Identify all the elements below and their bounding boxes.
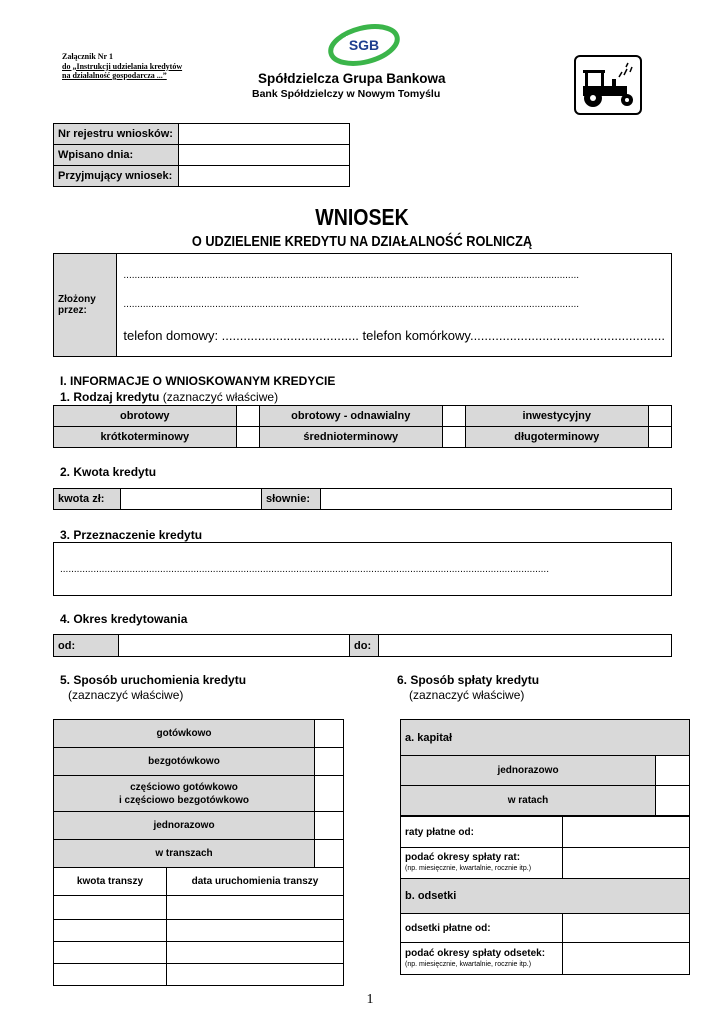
- repay-once: jednorazowo: [401, 756, 656, 786]
- type-revolving: obrotowy - odnawialny: [259, 406, 442, 427]
- installment-periods-cell: [401, 848, 563, 879]
- annex-line-3: na działalność gospodarcza ...”: [62, 71, 167, 80]
- checkbox-repay-once[interactable]: [656, 756, 690, 786]
- annex-line-2: do „Instrukcji udzielania kredytów: [62, 61, 183, 71]
- credit-type-table: [53, 405, 672, 448]
- tranche-amount-field[interactable]: [54, 942, 167, 964]
- installment-periods-field[interactable]: [563, 848, 690, 879]
- checkbox-long-term[interactable]: [648, 427, 672, 448]
- section-4-title: 4. Okres kredytowania: [60, 612, 188, 626]
- purpose-dots: ................................................................................................................................................................................: [60, 563, 549, 575]
- purpose-field[interactable]: [54, 543, 672, 596]
- type-working-capital: obrotowy: [54, 406, 237, 427]
- branch-name: Bank Spółdzielczy w Nowym Tomyślu: [252, 88, 441, 100]
- disb-mixed: [54, 776, 315, 812]
- disb-mixed-line-2: i częściowo bezgotówkowo: [118, 794, 249, 806]
- checkbox-short-term[interactable]: [236, 427, 259, 448]
- disbursement-table: [53, 719, 344, 986]
- checkbox-disb-noncash[interactable]: [315, 748, 344, 776]
- interest-from-field[interactable]: [563, 914, 690, 943]
- term-medium: średnioterminowy: [259, 427, 442, 448]
- submitted-by-label: Złożony przez:: [54, 254, 117, 357]
- registry-number-label: Nr rejestru wniosków:: [54, 124, 179, 145]
- tranche-date-field[interactable]: [167, 964, 344, 986]
- checkbox-medium-term[interactable]: [442, 427, 465, 448]
- disb-mixed-line-1: częściowo gotówkowo: [130, 781, 238, 793]
- applicant-line-1: ....................................................................................................................................................................: [123, 270, 580, 281]
- period-to-field[interactable]: [379, 635, 672, 657]
- repayment-table: [400, 719, 690, 816]
- checkbox-disb-cash[interactable]: [315, 720, 344, 748]
- repay-installments: w ratach: [401, 786, 656, 816]
- disb-cash: gotówkowo: [54, 720, 315, 748]
- section-1-title: I. INFORMACJE O WNIOSKOWANYM KREDYCIE: [60, 374, 336, 388]
- col-tranche-date: data uruchomienia transzy: [167, 868, 344, 896]
- interest-periods-field[interactable]: [563, 943, 690, 975]
- period-to-label: do:: [350, 635, 379, 657]
- section-3-title: 3. Przeznaczenie kredytu: [60, 528, 203, 542]
- period-table: [53, 634, 672, 657]
- period-from-label: od:: [54, 635, 119, 657]
- period-from-field[interactable]: [119, 635, 350, 657]
- amount-table: [53, 488, 672, 510]
- disb-tranches: w transzach: [54, 840, 315, 868]
- interest-periods-label: podać okresy spłaty odsetek:: [405, 947, 546, 959]
- sgb-logo: [326, 22, 402, 68]
- section-6-note: (zaznaczyć właściwe): [409, 688, 525, 702]
- q1-heading: [60, 390, 278, 404]
- amount-words-field[interactable]: [321, 489, 672, 510]
- installments-from-field[interactable]: [563, 817, 690, 848]
- interest-heading: b. odsetki: [401, 879, 690, 914]
- page-number: 1: [366, 992, 374, 1007]
- phone-home: telefon domowy: ......................................: [123, 328, 359, 343]
- col-tranche-amount: kwota transzy: [54, 868, 167, 896]
- q1-note: (zaznaczyć właściwe): [162, 390, 279, 404]
- entry-date-field[interactable]: [179, 145, 350, 166]
- installment-periods-label: podać okresy spłaty rat:: [405, 852, 521, 863]
- applicant-line-2: ....................................................................................................................................................................: [123, 299, 580, 310]
- page-subtitle: O UDZIELENIE KREDYTU NA DZIAŁALNOŚĆ ROLNICZĄ: [191, 233, 533, 250]
- registry-number-field[interactable]: [179, 124, 350, 145]
- amount-words-label: słownie:: [262, 489, 321, 510]
- phone-mobile: telefon komórkowy......................................................: [362, 328, 665, 343]
- repayment-details-table: [400, 816, 690, 975]
- annex-note: [62, 52, 182, 81]
- interest-periods-hint: (np. miesięcznie, kwartalnie, rocznie itp.): [405, 960, 532, 968]
- checkbox-revolving[interactable]: [442, 406, 465, 427]
- page-title: WNIOSEK: [315, 204, 409, 230]
- checkbox-repay-installments[interactable]: [656, 786, 690, 816]
- checkbox-disb-tranches[interactable]: [315, 840, 344, 868]
- checkbox-working-capital[interactable]: [236, 406, 259, 427]
- capital-heading: a. kapitał: [401, 720, 690, 756]
- interest-from-label: odsetki płatne od:: [401, 914, 563, 943]
- section-2-title: 2. Kwota kredytu: [60, 465, 157, 479]
- receiver-field[interactable]: [179, 166, 350, 187]
- applicant-field[interactable]: [117, 254, 672, 357]
- purpose-table: [53, 542, 672, 596]
- tranche-amount-field[interactable]: [54, 964, 167, 986]
- checkbox-investment[interactable]: [648, 406, 672, 427]
- type-investment: inwestycyjny: [465, 406, 648, 427]
- installments-from-label: raty płatne od:: [401, 817, 563, 848]
- q1-title: 1. Rodzaj kredytu: [60, 390, 160, 404]
- section-5-title: 5. Sposób uruchomienia kredytu: [60, 673, 247, 687]
- disb-once: jednorazowo: [54, 812, 315, 840]
- section-6-title: 6. Sposób spłaty kredytu: [397, 673, 540, 687]
- applicant-table: [53, 253, 672, 357]
- interest-periods-cell: [401, 943, 563, 975]
- checkbox-disb-mixed[interactable]: [315, 776, 344, 812]
- registry-table: [53, 123, 350, 187]
- term-long: długoterminowy: [465, 427, 648, 448]
- disb-noncash: bezgotówkowo: [54, 748, 315, 776]
- bank-name: Spółdzielcza Grupa Bankowa: [258, 71, 446, 86]
- checkbox-disb-once[interactable]: [315, 812, 344, 840]
- tranche-date-field[interactable]: [167, 942, 344, 964]
- installment-periods-hint: (np. miesięcznie, kwartalnie, rocznie itp.): [405, 865, 532, 872]
- tranche-amount-field[interactable]: [54, 920, 167, 942]
- amount-field[interactable]: [121, 489, 262, 510]
- amount-label: kwota zł:: [54, 489, 121, 510]
- tranche-amount-field[interactable]: [54, 896, 167, 920]
- section-5-note: (zaznaczyć właściwe): [68, 688, 184, 702]
- tractor-icon: [574, 55, 642, 115]
- tranche-date-field[interactable]: [167, 896, 344, 920]
- annex-line-1: Załącznik Nr 1: [62, 52, 113, 61]
- term-short: krótkoterminowy: [54, 427, 237, 448]
- tranche-date-field[interactable]: [167, 920, 344, 942]
- entry-date-label: Wpisano dnia:: [54, 145, 179, 166]
- logo-text: SGB: [348, 37, 380, 53]
- receiver-label: Przyjmujący wniosek:: [54, 166, 179, 187]
